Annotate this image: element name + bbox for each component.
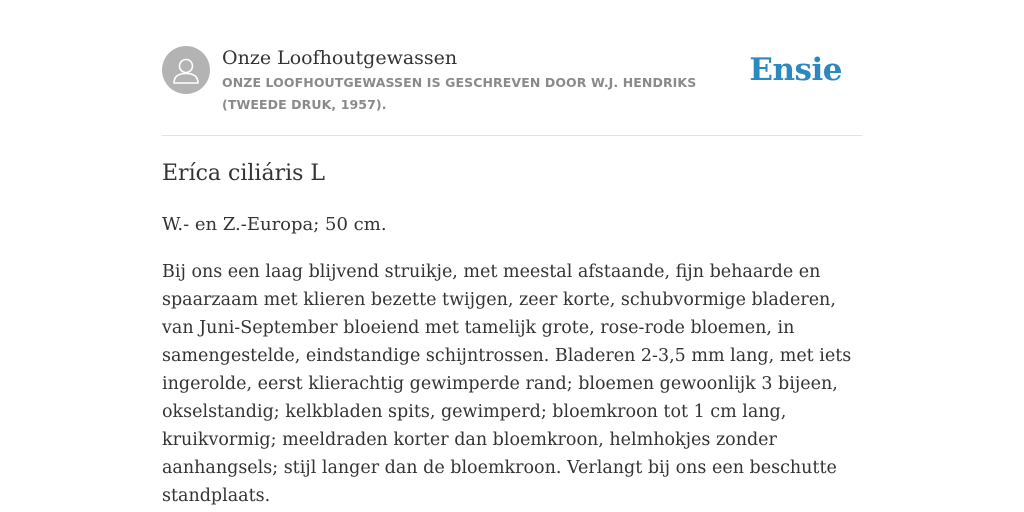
publication-avatar[interactable] xyxy=(162,46,210,94)
entry-title: Eríca ciliáris L xyxy=(162,161,326,186)
publication-title[interactable]: Onze Loofhoutgewassen xyxy=(222,47,458,69)
ensie-logo[interactable]: Ensie xyxy=(749,52,842,88)
user-icon xyxy=(162,46,210,94)
entry-distribution: W.- en Z.-Europa; 50 cm. xyxy=(162,214,387,235)
entry-body: Bij ons een laag blijvend struikje, met meestal afstaande, fijn behaarde en spaarzaam met klieren bezette twijgen, zeer korte, schubvormige bladeren, van Juni-September bloeiend met tamelijk grote, rose-rode bloemen, in samengestelde, eindstandige schijntrossen. Bladeren 2-3,5 mm lang, met iets ingerolde, eerst klierachtig gewimperde rand; bloemen gewoonlijk 3 bijeen, okselstandig; kelkbladen spits, gewimperd; bloemkroon tot 1 cm lang, kruikvormig; meeldraden korter dan bloemkroon, helmhokjes zonder aanhangsels; stijl langer dan de bloemkroon. Verlangt bij ons een beschutte standplaats. xyxy=(162,262,852,506)
article xyxy=(162,159,852,510)
publication-description: ONZE LOOFHOUTGEWASSEN IS GESCHREVEN DOOR W.J. HENDRIKS (TWEEDE DRUK, 1957). xyxy=(222,75,697,112)
publication-header xyxy=(162,46,862,136)
